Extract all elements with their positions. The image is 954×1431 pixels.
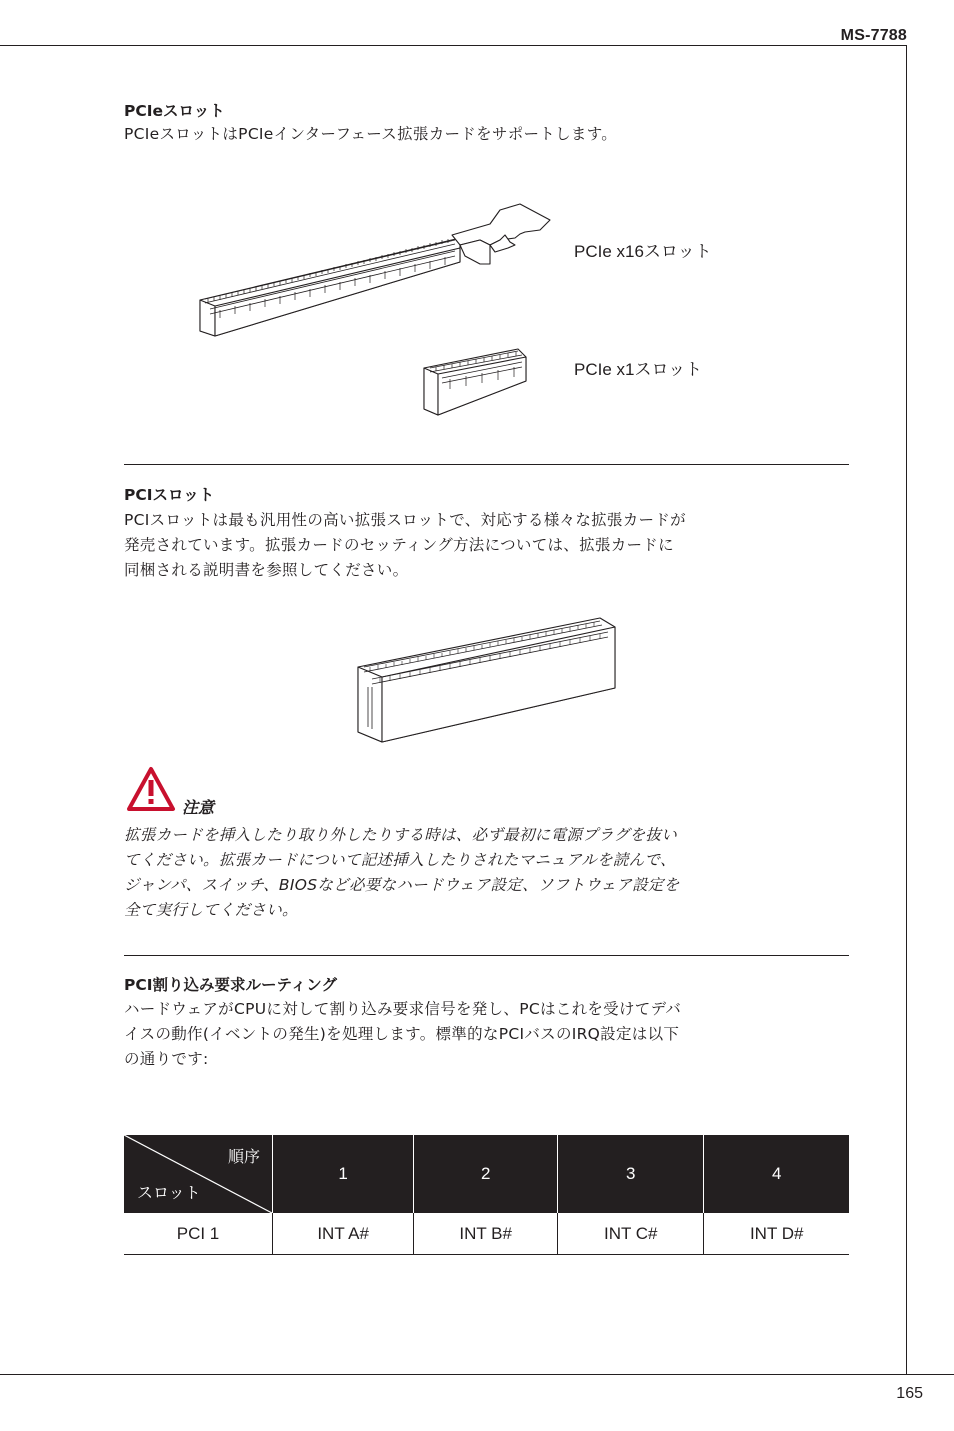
slot-label: スロット (137, 1185, 201, 1202)
irq-description (124, 997, 850, 1072)
caution-title: 注意 (182, 798, 215, 817)
pci-description-line: 同梱される説明書を参照してください。 (124, 561, 409, 579)
caution-line: 全て実行してください。 (124, 901, 298, 919)
pci-description-line: 発売されています。拡張カードのセッティング方法については、拡張カードに (124, 536, 674, 554)
table-corner-header (124, 1135, 273, 1213)
table-row (124, 1213, 849, 1255)
caution-text (124, 823, 850, 923)
pcie-heading: PCIeスロット (124, 102, 225, 120)
pci-description (124, 508, 850, 583)
pcie-description-line: PCIeスロットはPCIeインターフェース拡張カードをサポートします。 (124, 125, 618, 143)
order-label: 順序 (227, 1149, 260, 1166)
irq-description-line: の通りです: (124, 1050, 209, 1068)
irq-cell: INT B# (414, 1213, 558, 1255)
model-number: MS-7788 (840, 27, 907, 44)
warning-triangle-icon (126, 766, 176, 812)
irq-heading: PCI割り込み要求ルーティング (124, 976, 337, 994)
caution-line: てください。拡張カードについて記述挿入したりされたマニュアルを読んで、 (124, 851, 676, 869)
column-header: 2 (414, 1135, 558, 1213)
irq-cell: INT A# (273, 1213, 414, 1255)
irq-cell: INT D# (704, 1213, 849, 1255)
slot-cell: PCI 1 (124, 1213, 273, 1255)
irq-cell: INT C# (558, 1213, 704, 1255)
irq-routing-table (124, 1135, 849, 1255)
header-rule (0, 45, 907, 46)
column-header: 1 (273, 1135, 414, 1213)
section-divider (124, 955, 849, 956)
pci-heading: PCIスロット (124, 486, 215, 504)
pcie-x16-label: PCIe x16スロット (574, 242, 712, 261)
footer-rule (0, 1374, 954, 1375)
pcie-description (124, 122, 850, 147)
column-header: 4 (704, 1135, 849, 1213)
caution-line: 拡張カードを挿入したり取り外したりする時は、必ず最初に電源プラグを抜い (124, 826, 678, 844)
pcie-x16-slot-illustration (190, 190, 560, 340)
right-margin-rule (906, 45, 907, 1375)
section-divider (124, 464, 849, 465)
irq-description-line: イスの動作(イベントの発生)を処理します。標準的なPCIバスのIRQ設定は以下 (124, 1025, 680, 1043)
page-number: 165 (896, 1385, 923, 1402)
caution-line: ジャンパ、スイッチ、BIOSなど必要なハードウェア設定、ソフトウェア設定を (124, 876, 680, 894)
pci-slot-illustration (350, 615, 622, 747)
table-header-row (124, 1135, 849, 1213)
pcie-x1-slot-illustration (418, 343, 530, 417)
pci-description-line: PCIスロットは最も汎用性の高い拡張スロットで、対応する様々な拡張カードが (124, 511, 686, 529)
pcie-x1-label: PCIe x1スロット (574, 360, 703, 379)
column-header: 3 (558, 1135, 704, 1213)
irq-description-line: ハードウェアがCPUに対して割り込み要求信号を発し、PCはこれを受けてデバ (124, 1000, 682, 1018)
